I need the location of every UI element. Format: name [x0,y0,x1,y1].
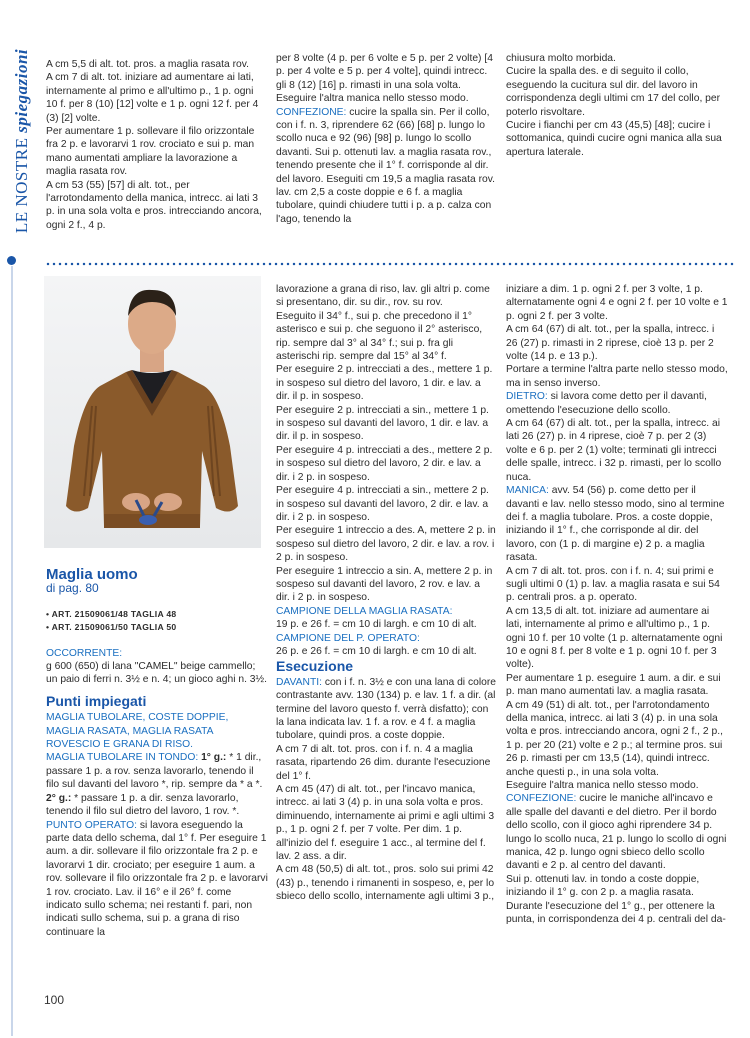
tubolare-label: MAGLIA TUBOLARE IN TONDO: [46,752,199,764]
section-sidebar [8,20,34,270]
confezione-label: CONFEZIONE: [506,793,577,805]
stitches-title: Punti impiegati [46,692,147,709]
gauge-pattern-text: 26 p. e 26 f. = cm 10 di largh. e cm 10 di alt. [276,645,477,657]
round-1-text: * 1 dir., passare 1 p. a rov. senza lavorarlo, tenendo il filo sul davanti del lavoro *, rip. sempre da * a *. [46,752,263,791]
sidebar-dot [7,256,16,265]
operato-label: PUNTO OPERATO: [46,819,137,831]
paragraph: Durante l'esecuzione del 1° g., per ottenere la punta, in corrispondenza dei 4 p. centrali del da- [506,900,726,926]
occorrente-label: OCCORRENTE: [46,647,123,659]
paragraph: Per eseguire 2 p. intrecciati a des., mettere 1 p. in sospeso sul dietro del lavoro, 1 dir. e lav. a dir. il p. in sospeso. [276,364,493,403]
davanti-label: DAVANTI: [276,676,322,688]
paragraph: A cm 48 (50,5) di alt. tot., pros. solo sui primi 42 (43) p., tenendo i rimanenti in sospeso, e, per lo sbieco dello scollo, internamente agli ultimi 3 p., [276,864,495,903]
model-photo [44,276,261,548]
paragraph: Cucire la spalla des. e di seguito il collo, eseguendo la cucitura sul dir. del lavoro in corrispondenza degli ultimi cm 17 del collo, per poterlo risvoltare. [506,66,721,118]
davanti-text: con i f. n. 3½ e con una lana di colore contrastante avv. 130 (134) p. e lav. 1 f. a dir. (al termine del lavoro questo f. verrà disfatto); con la lana indicata lav. 1 f. a rov. e 4 f. a maglia tubolare, quindi pros. a coste doppie. [276,676,496,742]
paragraph: A cm 13,5 di alt. tot. iniziare ad aumentare ai lati, internamente al primo e all'ultimo p., 1 p. ogni 10 f. per 10 volte (1 p. alternatamente ogni 10 e ogni 8 f. per 8 volte e 1 p. ogni 10 f. per 3 volte). [506,605,723,671]
paragraph: Eseguito il 34° f., sui p. che precedono il 1° asterisco e sui p. che seguono il 2° asterisco, rip. sempre dal 3° al 34° f.; sui p. fra gli asterischi rip. sempre dal 15° al 34° f. [276,310,483,363]
operato-text: si lavora eseguendo la parte data dello schema, dal 1° f. Per eseguire 1 aum. a dir. sollevare il filo orizzontale fra 2 p. e lavorarvi 1 dir. crociato; per eseguire 1 aum. a rov. sollevare il filo orizzontale fra 2 p. e lavorarvi 1 rov. crociato. Lav. il 16° e il 26° f. come indicato sullo schema; nei restanti f. pari, non indicati sullo schema, sui p. a grana di riso continuare la [46,819,268,938]
confezione-paragraph [276,106,496,227]
paragraph: Eseguire l'altra manica nello stesso modo. [506,780,699,792]
manica-label: MANICA: [506,485,549,497]
gauge-pattern-label: CAMPIONE DEL P. OPERATO: [276,632,420,644]
round-2-label: 2° g.: [46,792,72,804]
article-size-50: • ART. 21509061/50 TAGLIA 50 [46,622,177,633]
paragraph: chiusura molto morbida. [506,53,616,64]
paragraph: A cm 49 (51) di alt. tot., per l'arrotondamento della manica, intrecc. ai lati 3 (4) p. in una sola volta e pros. intrecciando ancora, ogni 2 f., 2 p., 1 p. per 20 (21) volte e 2 p.; al termine pros. sui 26 p. rimasti per cm 13,5 (14), quindi intrecc. anche questi p., in una sola volta. [506,699,723,778]
confezione-paragraph [506,792,728,872]
page-number: 100 [44,993,65,1007]
pattern-info-column [46,568,268,939]
paragraph: A cm 7 di alt. tot. iniziare ad aumentare ai lati, internamente al primo e all'ultimo p., 1 p. ogni 10 f. per 8 (10) [12] volte e 1 p. ogni 12 f. per 4 (3) [2] volte. [46,72,259,124]
paragraph: Per eseguire 2 p. intrecciati a sin., mettere 1 p. in sospeso sul davanti del lavoro, 1 dir. e lav. a dir. il p. in sospeso. [276,404,489,443]
tubolare-paragraph [46,751,268,791]
top-column-3 [506,52,726,159]
section-label-prefix: LE NOSTRE [12,137,31,234]
round-1-label: 1° g.: [198,752,227,764]
round-2-paragraph [46,792,268,819]
paragraph: Cucire i fianchi per cm 43 (45,5) [48]; cucire i sottomanica, quindi cucire ogni manica alla sua apertura laterale. [506,120,722,158]
man-in-sweater-image [44,276,261,548]
paragraph: Per aumentare 1 p. eseguire 1 aum. a dir. e sui p. man mano aumentati lav. a maglia rasata. [506,672,721,698]
occorrente-text: g 600 (650) di lana "CAMEL" beige cammello; un paio di ferri n. 3½ e n. 4; un gioco aghi n. 3½. [46,661,267,686]
execution-title: Esecuzione [276,658,354,675]
right-column [506,283,728,927]
gauge-stockinette-text: 19 p. e 26 f. = cm 10 di largh. e cm 10 di alt. [276,619,477,631]
paragraph: Per eseguire 4 p. intrecciati a sin., mettere 2 p. in sospeso sul davanti del lavoro, 2 dir. e lav. a dir. i 2 p. in sospeso. [276,485,489,523]
confezione-label: CONFEZIONE: [276,106,347,118]
pattern-title: Maglia uomo [46,566,138,583]
paragraph: A cm 45 (47) di alt. tot., per l'incavo manica, intrecc. ai lati 3 (4) p. in una sola volta e pros. diminuendo, internamente ai primi e agli ultimi 3 p., 1 p. ogni 2 f. per 7 volte. Per dim. 1 p. all'inizio del f. eseguire 1 acc., al termine del f. lav. 2 ass. a dir. [276,784,495,863]
paragraph: A cm 64 (67) di alt. tot., per la spalla, intrecc. i 26 (27) p. rimasti in 2 riprese, cioè 13 p. per 2 volte (14 p. e 13 p.). [506,324,715,363]
paragraph: Per eseguire 1 intreccio a des. A, mettere 2 p. in sospeso sul dietro del lavoro, 2 dir. e lav. a rov. i 2 p. in sospeso. [276,525,496,564]
confezione-text: cucire le maniche all'incavo e alle spalle del davanti e del dietro. Per il bordo dello scollo, con il gioco aghi riprendere 34 p. lungo lo scollo nuca, 21 p. lungo lo scollo di ogni manica, 42 p. lungo ogni sbieco dello scollo davanti e 2 p. al centro del davanti. [506,793,727,872]
dotted-divider [45,262,735,266]
paragraph: A cm 5,5 di alt. tot. pros. a maglia rasata rov. [46,59,249,70]
paragraph: lavorazione a grana di riso, lav. gli altri p. come si presentano, dir. su dir., rov. su rov. [276,284,490,309]
manica-text: avv. 54 (56) p. come detto per il davanti e lav. nello stesso modo, sino al termine dei f. a maglia tubolare. Pros. a coste doppie, iniziando il 1° f., che corrisponde al dir. del lavoro, con (1 p. di margine e) 2 p. a maglia rasata. [506,485,725,564]
paragraph: Sui p. ottenuti lav. in tondo a coste doppie, iniziando il 1° g. con 2 p. a maglia rasata. [506,873,700,899]
paragraph: Per eseguire 4 p. intrecciati a des., mettere 2 p. in sospeso sul dietro del lavoro, 2 dir. e lav. a dir. i 2 p. in sospeso. [276,444,493,483]
section-label-emph: spiegazioni [12,48,31,133]
paragraph: Eseguire l'altra manica nello stesso modo. [276,93,469,105]
pattern-page-ref: di pag. 80 [46,581,99,596]
manica-paragraph [506,484,728,564]
top-column-1 [46,58,266,232]
middle-column [276,283,496,904]
dietro-text: si lavora come detto per il davanti, omettendo l'esecuzione dello scollo. [506,391,707,416]
paragraph: A cm 53 (55) [57] di alt. tot., per l'arrotondamento della manica, intrecc. ai lati 3 p. in una sola volta e pros. intrecciando ancora, ogni 2 f., 4 p. [46,179,262,231]
dietro-label: DIETRO: [506,391,548,403]
article-size-48: • ART. 21509061/48 TAGLIA 48 [46,608,177,619]
dietro-paragraph [506,390,728,417]
paragraph: iniziare a dim. 1 p. ogni 2 f. per 3 volte, 1 p. alternatamente ogni 4 e ogni 2 f. per 10 volte e 1 p. ogni 2 f. per 3 volte. [506,284,728,322]
davanti-paragraph [276,676,496,743]
paragraph: Per eseguire 1 intreccio a sin. A, mettere 2 p. in sospeso sul davanti del lavoro, 2 rov. e lav. a dir. i 2 p. in sospeso. [276,565,493,604]
section-label [12,31,34,251]
paragraph: A cm 7 di alt. tot. pros. con i f. n. 4; sui primi e sugli ultimi 0 (1) p. lav. a maglia rasata e sui 54 p. centrali pros. a p. operato. [506,565,720,604]
paragraph: A cm 7 di alt. tot. pros. con i f. n. 4 a maglia rasata, ripartendo 26 dim. durante l'esecuzione del 1° f. [276,743,491,782]
sidebar-line [11,266,13,1036]
paragraph: Per aumentare 1 p. sollevare il filo orizzontale fra 2 p. e lavorarvi 1 rov. crociato e sui p. man mano aumentati ampliare la lavorazione a maglia rasata rov. [46,126,255,178]
operato-paragraph [46,819,268,940]
round-2-text: * passare 1 p. a dir. senza lavorarlo, tenendo il filo sul dietro del lavoro, 1 rov. *. [46,792,240,818]
paragraph: per 8 volte (4 p. per 6 volte e 5 p. per 2 volte) [4 p. per 4 volte e 5 p. per 4 volte], quindi intrecc. gli 8 (12) [16] p. rimasti in una sola volta. [276,53,493,91]
paragraph: Portare a termine l'altra parte nello stesso modo, ma in senso inverso. [506,364,728,389]
stitches-list: MAGLIA TUBOLARE, COSTE DOPPIE, MAGLIA RASATA, MAGLIA RASATA ROVESCIO E GRANA DI RISO. [46,712,229,751]
paragraph: A cm 64 (67) di alt. tot., per la spalla, intrecc. ai lati 26 (27) p. in 4 riprese, cioè 7 p. per 2 (3) volte e 6 p. per 2 (1) volte; terminati gli intrecci delle spalle, intrecc. i 32 p. rimasti, per lo scollo nuca. [506,418,722,483]
top-column-2 [276,52,496,226]
gauge-stockinette-label: CAMPIONE DELLA MAGLIA RASATA: [276,605,453,617]
confezione-text: cucire la spalla sin. Per il collo, con i f. n. 3, riprendere 62 (66) [68] p. lungo lo scollo nuca e 92 (96) [98] p. lungo lo scollo davanti. Sui p. ottenuti lav. a maglia rasata rov., tenendo presente che il 1° f. corrisponde al dir. del lavoro. Eseguiti cm 19,5 a maglia rasata rov. lav. cm 2,5 a coste doppie e 6 f. a maglia tubolare, quindi chiudere tutti i p. a p. calza con l'ago, tenendo la [276,106,496,225]
